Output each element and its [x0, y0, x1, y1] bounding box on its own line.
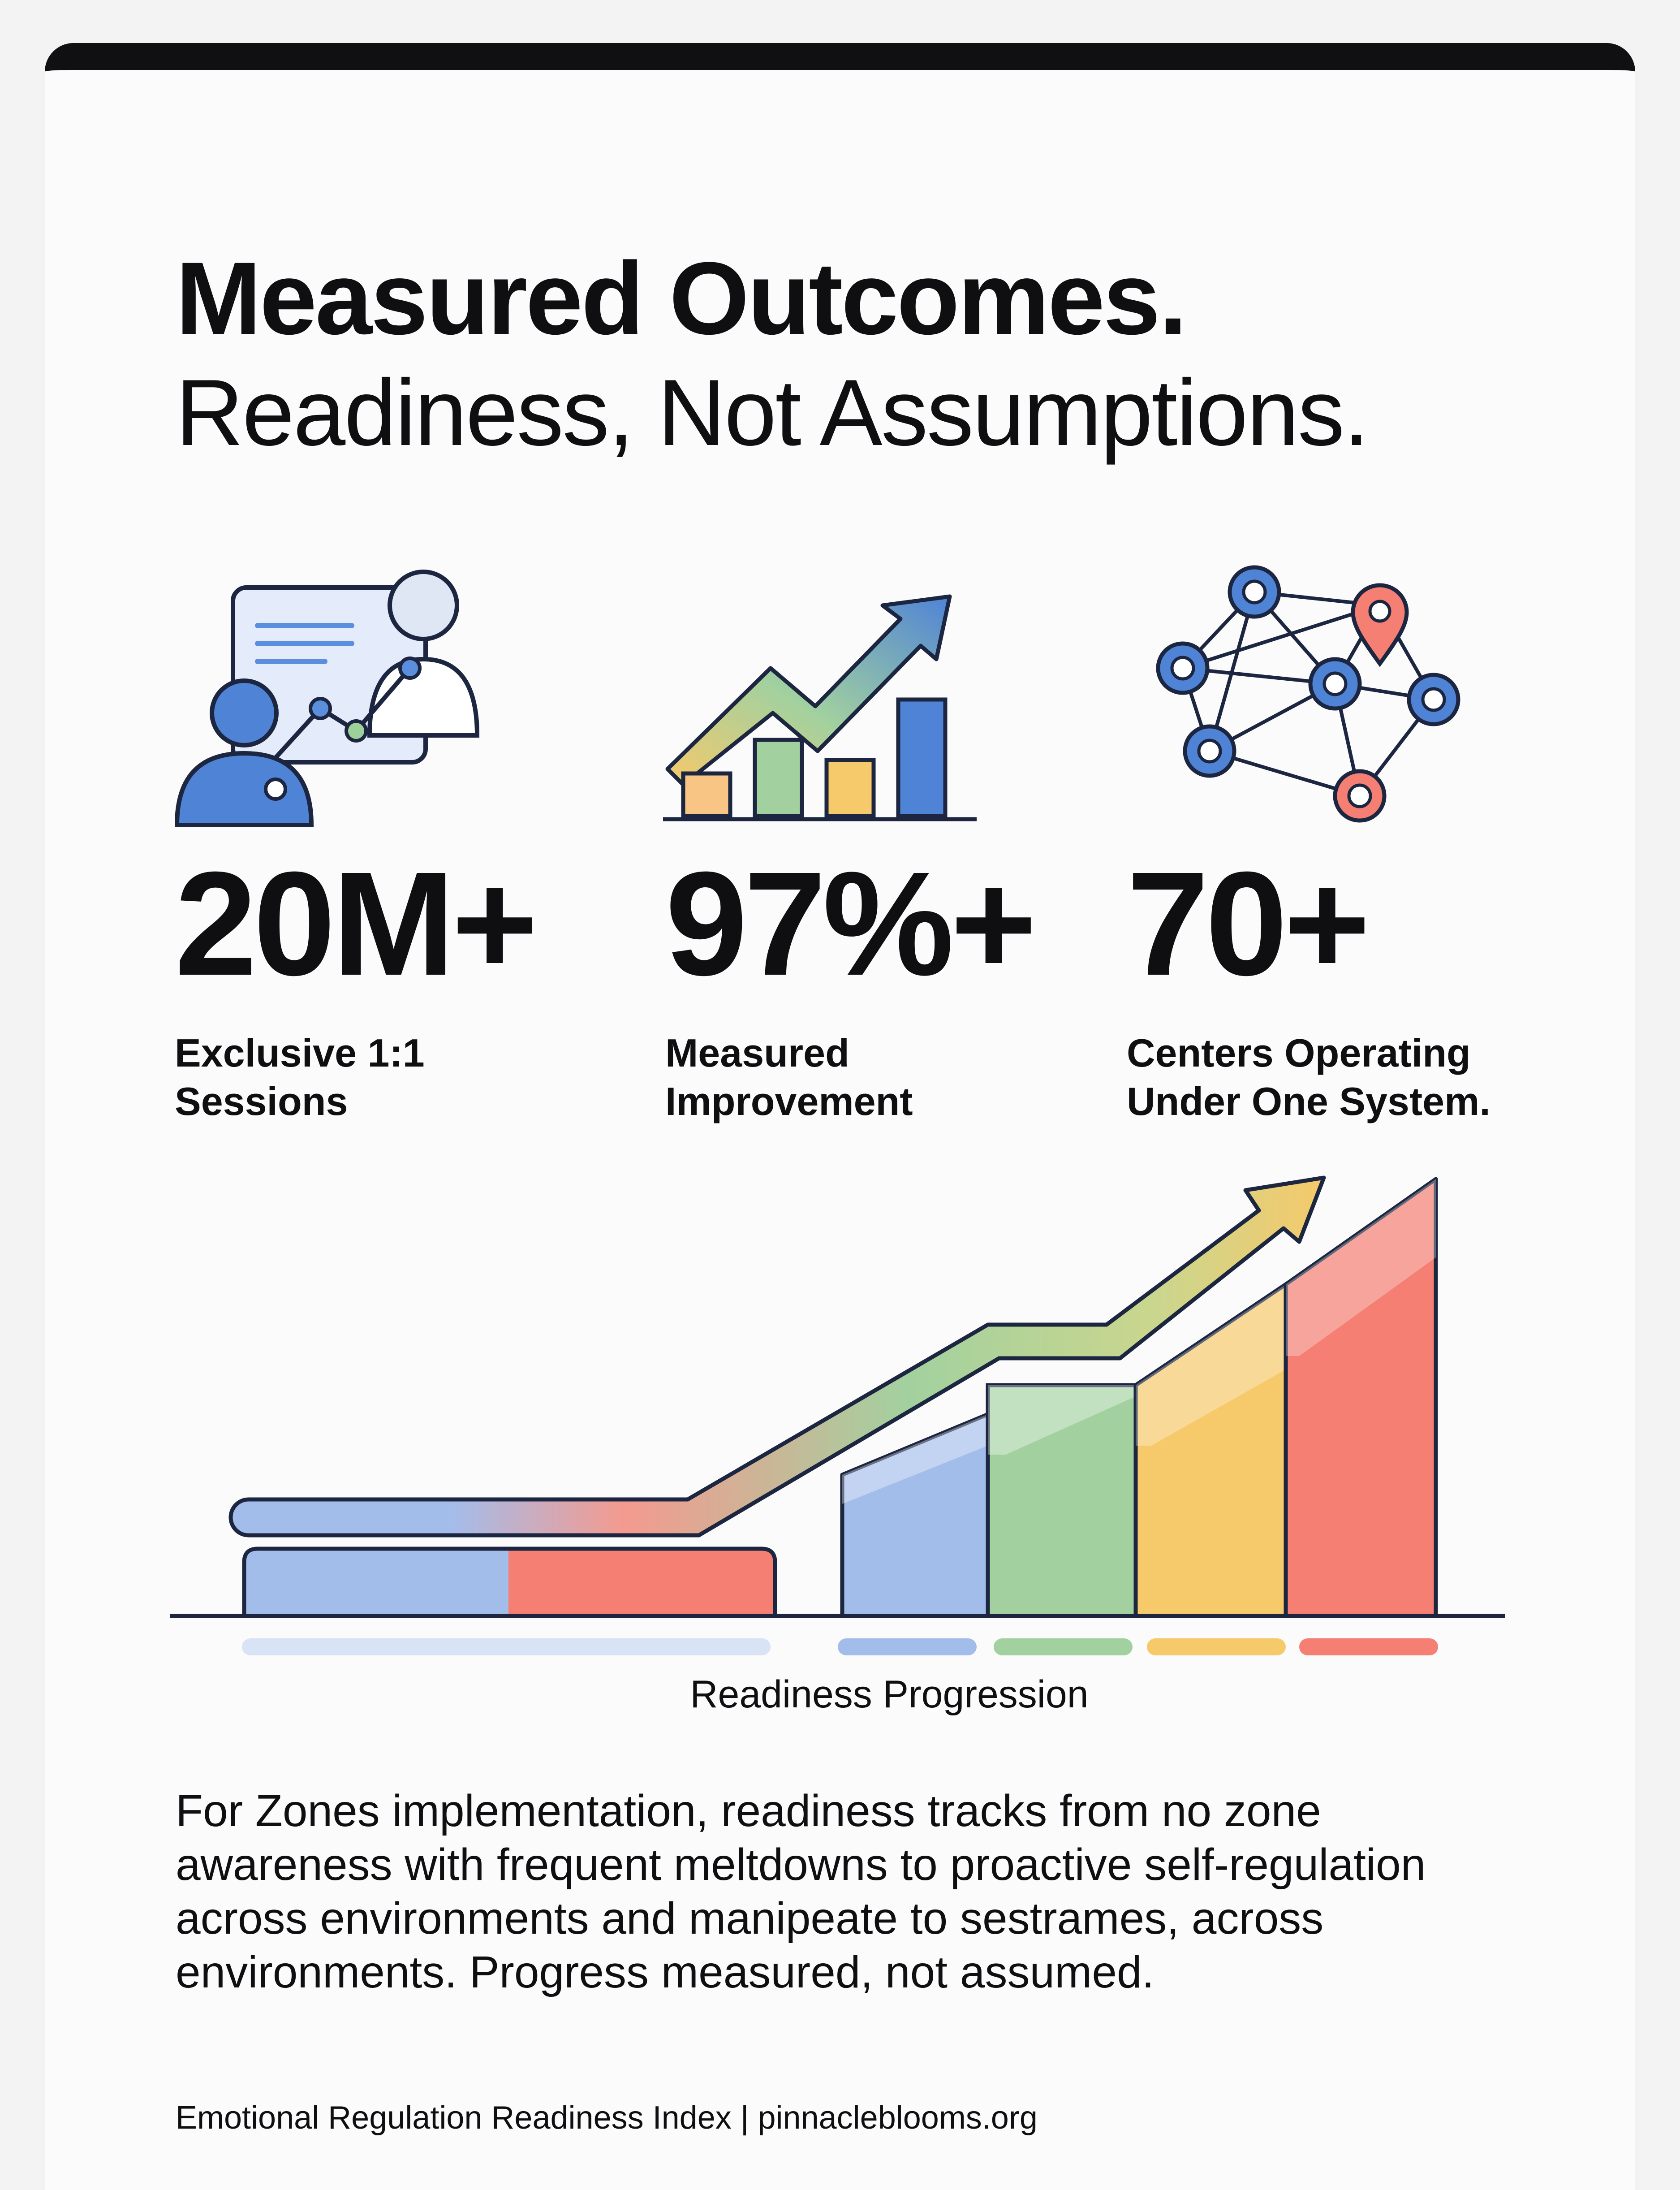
outcomes-card — [45, 43, 1635, 2190]
stat-label: Measured Improvement — [665, 1031, 913, 1123]
legend-pill-red — [1299, 1638, 1438, 1655]
stat-value: 20M+ — [175, 841, 534, 1006]
stat-label: Centers Operating Under One System. — [1127, 1031, 1490, 1123]
baseline-bar-red — [508, 1549, 775, 1616]
progression-caption: Readiness Progression — [690, 1673, 1089, 1716]
stat-value: 97%+ — [665, 841, 1034, 1006]
stat-value: 70+ — [1127, 841, 1367, 1006]
footer-source: Emotional Regulation Readiness Index | pinnacleblooms.org — [176, 2100, 1038, 2136]
legend-pill-blue — [838, 1638, 977, 1655]
legend-pill-green — [994, 1638, 1133, 1655]
baseline-bar-blue — [244, 1549, 508, 1616]
body-paragraph: For Zones implementation, readiness tracks from no zone awareness with frequent meltdowns to proactive self-regulation across environments and manipeate to sestrames, across environments. Progress measured, not assumed. — [176, 1786, 1426, 1997]
legend-pill-yellow — [1147, 1638, 1286, 1655]
stat-label: Exclusive 1:1 Sessions — [175, 1031, 425, 1123]
legend-pill-baseline — [242, 1638, 771, 1655]
headline-title: Measured Outcomes. — [176, 241, 1186, 356]
readiness-progression-illustration — [45, 70, 1635, 1728]
headline-subtitle: Readiness, Not Assumptions. — [176, 360, 1369, 465]
